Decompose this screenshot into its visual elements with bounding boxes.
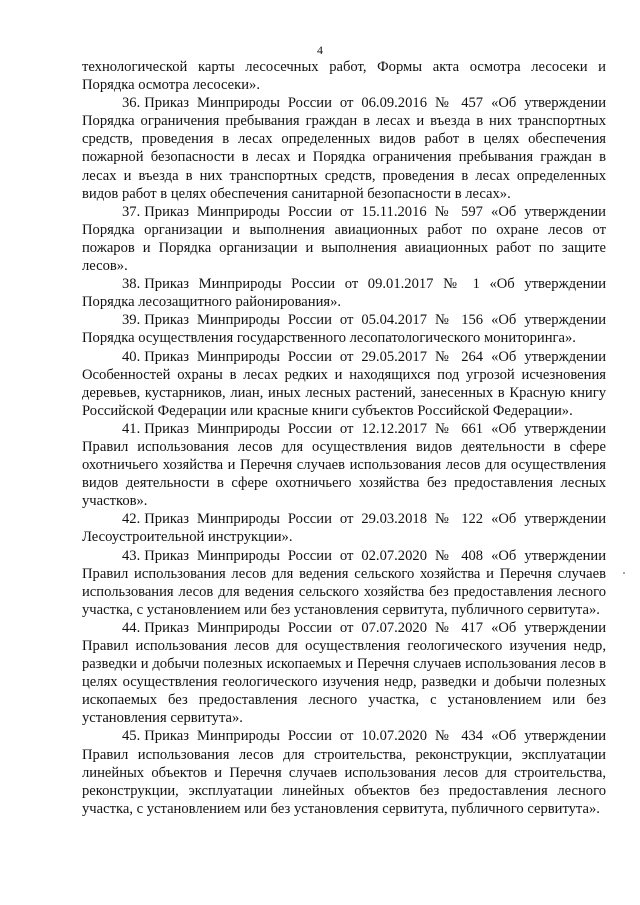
item-text: Приказ Минприроды России от 29.05.2017 № 264 «Об утверждении Особенностей охраны в лесах редких и находящихся под угрозой исчезновения деревьев, кустарников, лиан, иных лесных растений, занесенных в Красную книгу Российской Федерации или красные книги субъектов Российской Федерации». (82, 348, 606, 419)
item-number: 38. (122, 276, 141, 293)
item-text: Приказ Минприроды России от 29.03.2018 № 122 «Об утверждении Лесоустроительной инструкции». (82, 511, 606, 546)
item-text: Приказ Минприроды России от 09.01.2017 № 1 «Об утверждении Порядка лесозащитного районирования». (82, 276, 606, 311)
list-item-41 (82, 420, 606, 510)
document-body (82, 58, 606, 818)
page-number: 4 (317, 43, 323, 57)
item-text: Приказ Минприроды России от 12.12.2017 № 661 «Об утверждении Правил использования лесов для осуществления видов деятельности в сфере охотничьего хозяйства и Перечня случаев использования лесов для осуществления видов деятельности в сфере охотничьего хозяйства без предоставления лесных участков». (82, 420, 606, 510)
item-number: 43. (122, 547, 141, 564)
list-item-42 (82, 510, 606, 546)
item-text: Приказ Минприроды России от 02.07.2020 № 408 «Об утверждении Правил использования лесов для ведения сельского хозяйства и Перечня случаев использования лесов для ведения сельского хозяйства без предоставления лесного участка, с установлением или без установления сервитута, публичного сервитута». (82, 547, 606, 618)
item-number: 41. (122, 420, 141, 437)
item-number: 45. (122, 728, 141, 745)
list-item-37 (82, 203, 606, 275)
list-item-44 (82, 619, 606, 728)
list-item-36 (82, 94, 606, 203)
list-item-43 (82, 547, 606, 619)
item-text: Приказ Минприроды России от 15.11.2016 № 597 «Об утверждении Порядка организации и выполнения авиационных работ по охране лесов от пожаров и Порядка организации и выполнения авиационных работ по защите лесов». (82, 203, 606, 275)
item-text: Приказ Минприроды России от 10.07.2020 № 434 «Об утверждении Правил использования лесов для строительства, реконструкции, эксплуатации линейных объектов и Перечня случаев использования лесов для строительства, реконструкции, эксплуатации линейных объектов без предоставления лесного участка, с установлением или без установления сервитута, публичного сервитута». (82, 728, 606, 817)
list-item-39 (82, 311, 606, 347)
item-number: 44. (122, 619, 141, 636)
item-text: Приказ Минприроды России от 05.04.2017 № 156 «Об утверждении Порядка осуществления государственного лесопатологического мониторинга». (82, 312, 606, 347)
item-number: 36. (122, 95, 141, 112)
item-number: 42. (122, 511, 141, 528)
list-item-40 (82, 348, 606, 420)
continuation-paragraph: технологической карты лесосечных работ, Формы акта осмотра лесосеки и Порядка осмотра лесосеки». (82, 59, 606, 94)
item-text: Приказ Минприроды России от 06.09.2016 № 457 «Об утверждении Порядка ограничения пребывания граждан в лесах и въезда в них транспортных средств, проведения в лесах определенных видов работ в целях обеспечения пожарной безопасности в лесах и Порядка ограничения пребывания граждан в лесах и въезда в них транспортных средств, проведения в лесах определенных видов работ в целях обеспечения санитарной безопасности в лесах». (82, 95, 606, 202)
list-item-45 (82, 727, 606, 817)
scan-artifact (623, 572, 625, 574)
item-number: 37. (122, 203, 141, 220)
list-item-38 (82, 275, 606, 311)
item-text: Приказ Минприроды России от 07.07.2020 № 417 «Об утверждении Правил использования лесов для осуществления геологического изучения недр, разведки и добычи полезных ископаемых и Перечня случаев использования лесов в целях осуществления геологического изучения недр, разведки и добычи полезных ископаемых без предоставления лесного участка, с установлением или без установления сервитута». (82, 619, 606, 727)
item-number: 39. (122, 312, 141, 329)
item-number: 40. (122, 348, 141, 365)
